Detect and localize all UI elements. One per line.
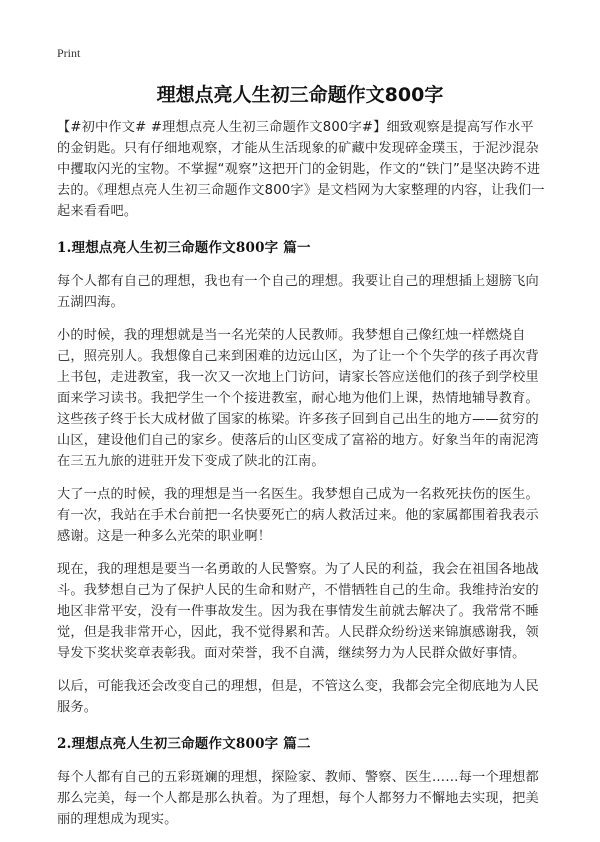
intro-paragraph: 【#初中作文# #理想点亮人生初三命题作文800字#】细致观察是提高写作水平的金钥匙。只有仔细地观察，才能从生活现象的矿藏中发现碎金璞玉，于泥沙混杂中攫取闪光的宝物。不掌握“观察”这把开门的金钥匙，作文的“铁门”是坚决跨不进去的。《理想点亮人生初三命题作文800字》是文档网为大家整理的内容，让我们一起来看看吧。 xyxy=(57,120,545,219)
paragraph: 以后，可能我还会改变自己的理想，但是，不管这么变，我都会完全彻底地为人民服务。 xyxy=(57,679,539,715)
paragraph: 大了一点的时候，我的理想是当一名医生。我梦想自己成为一名救死扶伤的医生。有一次，我站在手术台前把一名快要死亡的病人救活过来。他的家属都围着我表示感谢。这是一种多么光荣的职业啊！ xyxy=(57,487,539,544)
paragraph: 小的时候，我的理想就是当一名光荣的人民教师。我梦想自己像红烛一样燃烧自己，照亮别人。我想像自己来到困难的边远山区，为了让一个个失学的孩子再次背上书包，走进教室，我一次又一次地上门访问，请家长答应送他们的孩子到学校里面来学习读书。我把学生一个个接进教室，耐心地为他们上课，热情地辅导教育。这些孩子终于长大成材做了国家的栋梁。许多孩子回到自己出生的地方——贫穷的山区，建设他们自己的家乡。使落后的山区变成了富裕的地方。好象当年的南泥湾在三五九旅的进驻开发下变成了陕北的江南。 xyxy=(57,328,539,469)
page-title: 理想点亮人生初三命题作文800字 xyxy=(156,84,444,106)
article-body xyxy=(57,117,547,842)
section-heading-2: 2.理想点亮人生初三命题作文800字 篇二 xyxy=(57,736,311,752)
section-heading-1: 1.理想点亮人生初三命题作文800字 篇一 xyxy=(57,240,311,256)
paragraph: 现在，我的理想是要当一名勇敢的人民警察。为了人民的利益，我会在祖国各地战斗。我梦想自己为了保护人民的生命和财产，不惜牺牲自己的生命。我维持治安的地区非常平安，没有一件事故发生。因为我在事情发生前就去解决了。我常常不睡觉，但是我非常开心，因此，我不觉得累和苦。人民群众纷纷送来锦旗感谢我，领导发下奖状奖章表彰我。面对荣誉，我不自满，继续努力为人民群众做好事情。 xyxy=(57,562,539,661)
paragraph: 每个人都有自己的五彩斑斓的理想，探险家、教师、警察、医生……每一个理想都那么完美，每一个人都是那么执着。为了理想，每个人都努力不懈地去实现，把美丽的理想成为现实。 xyxy=(57,770,539,827)
paragraph: 每个人都有自己的理想，我也有一个自己的理想。我要让自己的理想插上翅膀飞向五湖四海。 xyxy=(57,274,539,310)
print-link[interactable]: Print xyxy=(57,46,81,60)
